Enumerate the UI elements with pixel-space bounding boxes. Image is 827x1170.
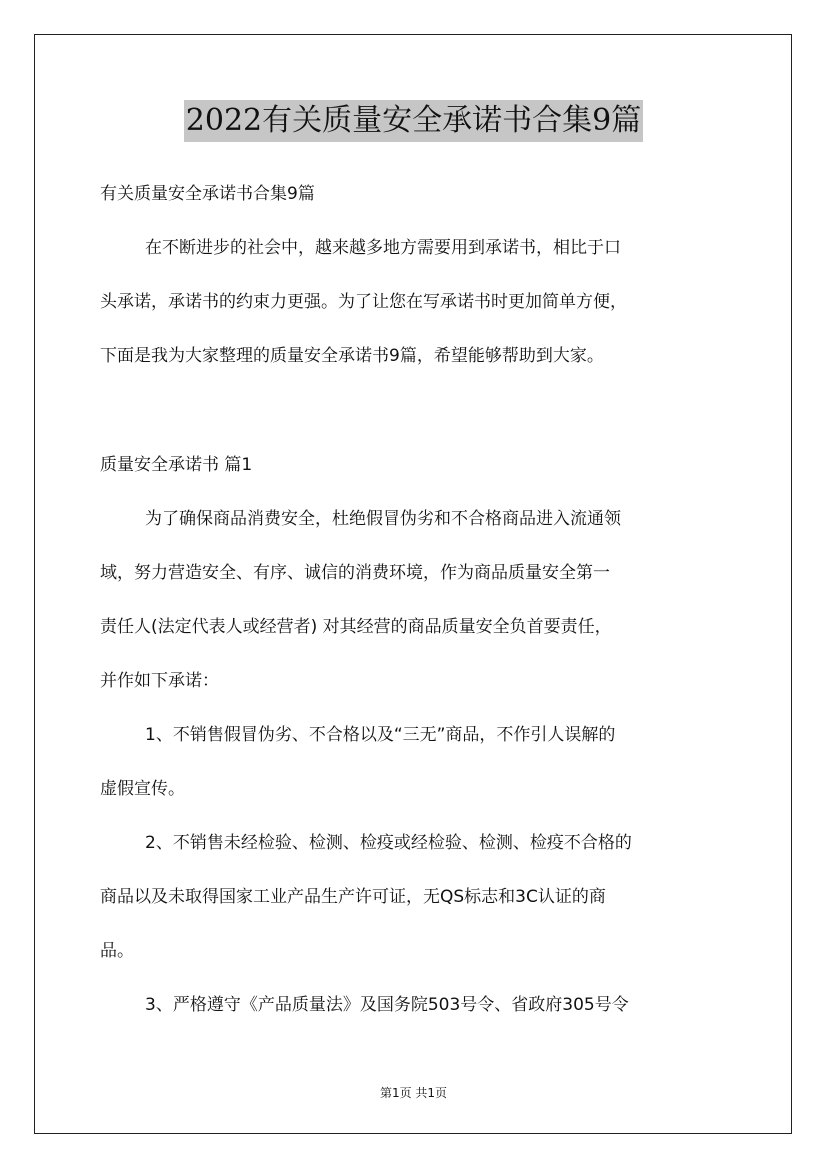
body-line-7: 2、不销售未经检验、检测、检疫或经检验、检测、检疫不合格的 (145, 833, 632, 853)
body-line-5: 1、不销售假冒伪劣、不合格以及“三无”商品，不作引人误解的 (145, 725, 616, 745)
section-heading: 质量安全承诺书 篇1 (100, 455, 253, 475)
title-container (0, 100, 827, 142)
body-line-8: 商品以及未取得国家工业产品生产许可证，无QS标志和3C认证的商 (100, 887, 606, 907)
page-footer: 第1页 共1页 (379, 1086, 448, 1100)
body-line-6: 虚假宣传。 (100, 779, 185, 799)
intro-line-2: 头承诺，承诺书的约束力更强。为了让您在写承诺书时更加简单方便， (100, 292, 627, 312)
body-line-3: 责任人(法定代表人或经营者) 对其经营的商品质量安全负首要责任， (100, 617, 612, 637)
intro-line-1: 在不断进步的社会中，越来越多地方需要用到承诺书，相比于口 (145, 238, 621, 258)
subtitle: 有关质量安全承诺书合集9篇 (100, 184, 315, 204)
body-line-4: 并作如下承诺： (100, 671, 219, 691)
body-line-1: 为了确保商品消费安全，杜绝假冒伪劣和不合格商品进入流通领 (145, 509, 621, 529)
intro-line-3: 下面是我为大家整理的质量安全承诺书9篇，希望能够帮助到大家。 (100, 346, 604, 366)
document-title: 2022有关质量安全承诺书合集9篇 (184, 100, 643, 142)
body-line-10: 3、严格遵守《产品质量法》及国务院503号令、省政府305号令 (145, 995, 629, 1015)
body-line-2: 域，努力营造安全、有序、诚信的消费环境，作为商品质量安全第一 (100, 563, 610, 583)
body-line-9: 品。 (100, 941, 134, 961)
